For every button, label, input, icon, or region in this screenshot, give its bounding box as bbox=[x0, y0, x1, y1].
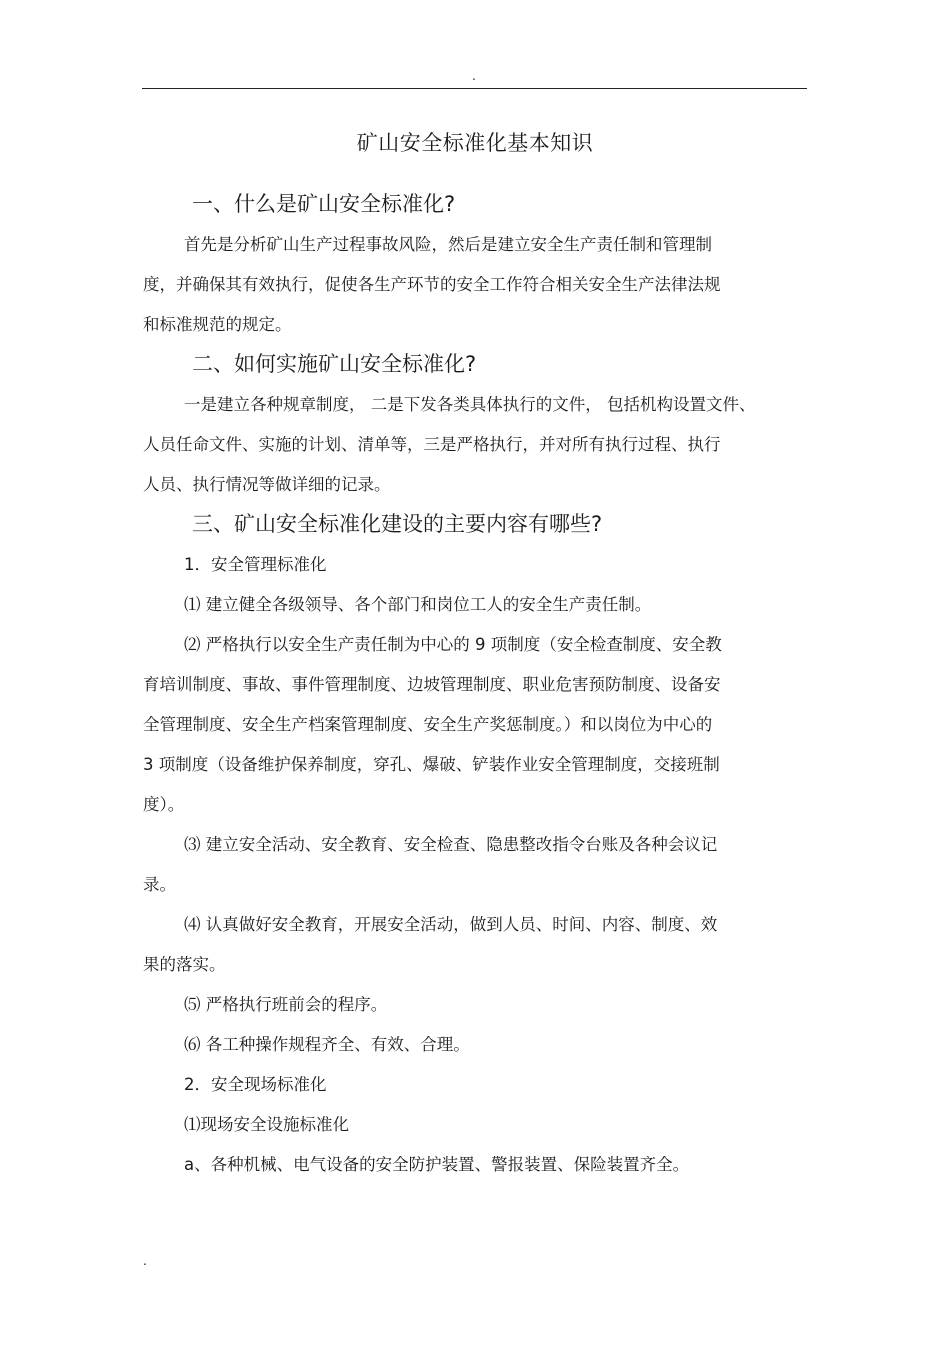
footer-mark: . bbox=[143, 1254, 147, 1268]
list-item-continued: 度）。 bbox=[143, 795, 185, 814]
section-1-heading: 一、什么是矿山安全标准化? bbox=[192, 192, 456, 216]
list-item: ⑵ 严格执行以安全生产责任制为中心的 9 项制度（安全检查制度、安全教 bbox=[184, 635, 722, 654]
section-2-line: 一是建立各种规章制度， 二是下发各类具体执行的文件， 包括机构设置文件、 bbox=[184, 395, 756, 414]
list-item: ⑴ 建立健全各级领导、各个部门和岗位工人的安全生产责任制。 bbox=[184, 595, 652, 614]
list-item-continued: 全管理制度、安全生产档案管理制度、安全生产奖惩制度。）和以岗位为中心的 bbox=[143, 715, 713, 734]
list-item-continued: 果的落实。 bbox=[143, 955, 226, 974]
section-1-line: 和标准规范的规定。 bbox=[143, 315, 292, 334]
subheading-site: 2．安全现场标准化 bbox=[184, 1075, 327, 1094]
list-item: a、各种机械、电气设备的安全防护装置、警报装置、保险装置齐全。 bbox=[184, 1155, 690, 1174]
section-2-heading: 二、如何实施矿山安全标准化? bbox=[192, 352, 477, 376]
section-3-heading: 三、矿山安全标准化建设的主要内容有哪些? bbox=[192, 512, 603, 536]
subheading-management: 1．安全管理标准化 bbox=[184, 555, 327, 574]
list-item: ⑷ 认真做好安全教育，开展安全活动，做到人员、时间、内容、制度、效 bbox=[184, 915, 718, 934]
list-item-continued: 3 项制度（设备维护保养制度，穿孔、爆破、铲装作业安全管理制度，交接班制 bbox=[143, 755, 720, 774]
section-1-line: 度，并确保其有效执行，促使各生产环节的安全工作符合相关安全生产法律法规 bbox=[143, 275, 721, 294]
list-item: ⑴现场安全设施标准化 bbox=[184, 1115, 349, 1134]
header-rule bbox=[142, 88, 807, 89]
header-mark: . bbox=[472, 69, 476, 83]
list-item: ⑹ 各工种操作规程齐全、有效、合理。 bbox=[184, 1035, 470, 1054]
list-item: ⑶ 建立安全活动、安全教育、安全检查、隐患整改指令台账及各种会议记 bbox=[184, 835, 718, 854]
list-item-continued: 育培训制度、事故、事件管理制度、边坡管理制度、职业危害预防制度、设备安 bbox=[143, 675, 721, 694]
document-title: 矿山安全标准化基本知识 bbox=[356, 131, 594, 155]
list-item: ⑸ 严格执行班前会的程序。 bbox=[184, 995, 388, 1014]
section-1-line: 首先是分析矿山生产过程事故风险，然后是建立安全生产责任制和管理制 bbox=[184, 235, 712, 254]
section-2-line: 人员、执行情况等做详细的记录。 bbox=[143, 475, 391, 494]
list-item-continued: 录。 bbox=[143, 875, 176, 894]
section-2-line: 人员任命文件、实施的计划、清单等，三是严格执行，并对所有执行过程、执行 bbox=[143, 435, 721, 454]
